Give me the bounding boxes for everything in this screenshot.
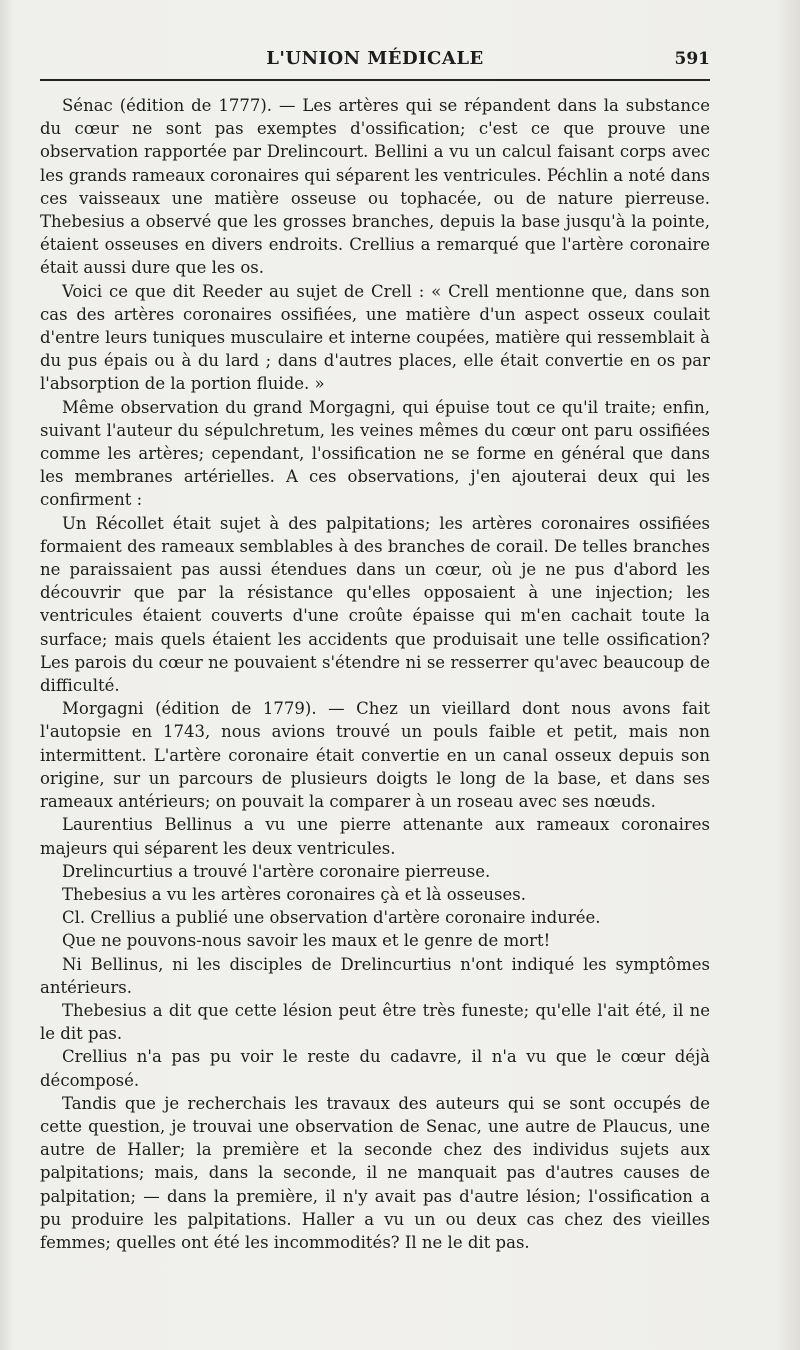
paragraph: Thebesius a dit que cette lésion peut être très funeste; qu'elle l'ait été, il ne le dit pas. xyxy=(40,1000,710,1044)
article-body xyxy=(40,94,710,1254)
page-header xyxy=(40,44,710,76)
paragraph: Laurentius Bellinus a vu une pierre attenante aux rameaux coronaires majeurs qui séparent les deux ventricules. xyxy=(40,815,710,858)
header-rule xyxy=(40,79,710,81)
paragraph: Même observation du grand Morgagni, qui épuise tout ce qu'il traite; enfin, suivant l'auteur du sépulchretum, les veines mêmes du cœur ont paru ossifiées comme les artères; cependant, l'ossification ne se forme en général que dans les membranes artérielles. A ces observations, j'en ajouterai deux qui les confirment : xyxy=(40,397,710,510)
paragraph: Crellius n'a pas pu voir le reste du cadavre, il n'a vu que le cœur déjà décomposé. xyxy=(40,1047,710,1090)
paragraph: Tandis que je recherchais les travaux des auteurs qui se sont occupés de cette question, je trouvai une observation de Senac, une autre de Plaucus, une autre de Haller; la première et la seconde chez des individus sujets aux palpitations; mais, dans la seconde, il ne manquait pas d'autres causes de palpitation; — dans la première, il n'y avait pas d'autre lésion; l'ossification a pu produire les palpitations. Haller a vu un ou deux cas chez des vieilles femmes; quelles ont été les incommodités? Il ne le dit pas. xyxy=(40,1093,710,1252)
paragraph: Sénac (édition de 1777). — Les artères qui se répandent dans la substance du cœur ne sont pas exemptes d'ossification; c'est ce que prouve une observation rapportée par Drelincourt. Bellini a vu un calcul faisant corps avec les grands rameaux coronaires qui séparent les ventricules. Péchlin a noté dans ces vaisseaux une matière osseuse ou tophacée, ou de nature pierreuse. Thebesius a observé que les grosses branches, depuis la base jusqu'à la pointe, étaient osseuses en divers endroits. Crellius a remarqué que l'artère coronaire était aussi dure que les os. xyxy=(40,96,711,278)
paragraph: Thebesius a vu les artères coronaires çà et là osseuses. xyxy=(62,884,526,904)
paragraph: Ni Bellinus, ni les disciples de Drelincurtius n'ont indiqué les symptômes antérieurs. xyxy=(40,954,710,997)
paragraph: Drelincurtius a trouvé l'artère coronaire pierreuse. xyxy=(62,861,491,881)
paragraph: Un Récollet était sujet à des palpitations; les artères coronaires ossifiées formaient des rameaux semblables à des branches de corail. De telles branches ne paraissaient pas aussi étendues dans un cœur, où je ne pus d'abord les découvrir que par la résistance qu'elles opposaient à une injection; les ventricules étaient couverts d'une croûte épaisse qui m'en cachait toute la surface; mais quels étaient les accidents que produisait une telle ossification? Les parois du cœur ne pouvaient s'étendre ni se resserrer qu'avec beaucoup de difficulté. xyxy=(40,513,710,696)
paragraph: Cl. Crellius a publié une observation d'artère coronaire indurée. xyxy=(62,908,601,928)
paragraph: Que ne pouvons-nous savoir les maux et le genre de mort! xyxy=(62,931,551,951)
page-number: 591 xyxy=(674,49,710,69)
paragraph: Voici ce que dit Reeder au sujet de Crell : « Crell mentionne que, dans son cas des artères coronaires ossifiées, une matière d'un aspect osseux coulait d'entre leurs tuniques musculaire et interne coupées, matière qui ressemblait à du pus épais ou à du lard ; dans d'autres places, elle était convertie en os par l'absorption de la portion fluide. » xyxy=(40,281,710,394)
running-title: L'UNION MÉDICALE xyxy=(266,48,484,69)
paragraph: Morgagni (édition de 1779). — Chez un vieillard dont nous avons fait l'autopsie en 1743, nous avions trouvé un pouls faible et petit, mais non intermittent. L'artère coronaire était convertie en un canal osseux depuis son origine, sur un parcours de plusieurs doigts le long de la base, et dans ses rameaux antérieurs; on pouvait la comparer à un roseau avec ses nœuds. xyxy=(40,699,710,812)
